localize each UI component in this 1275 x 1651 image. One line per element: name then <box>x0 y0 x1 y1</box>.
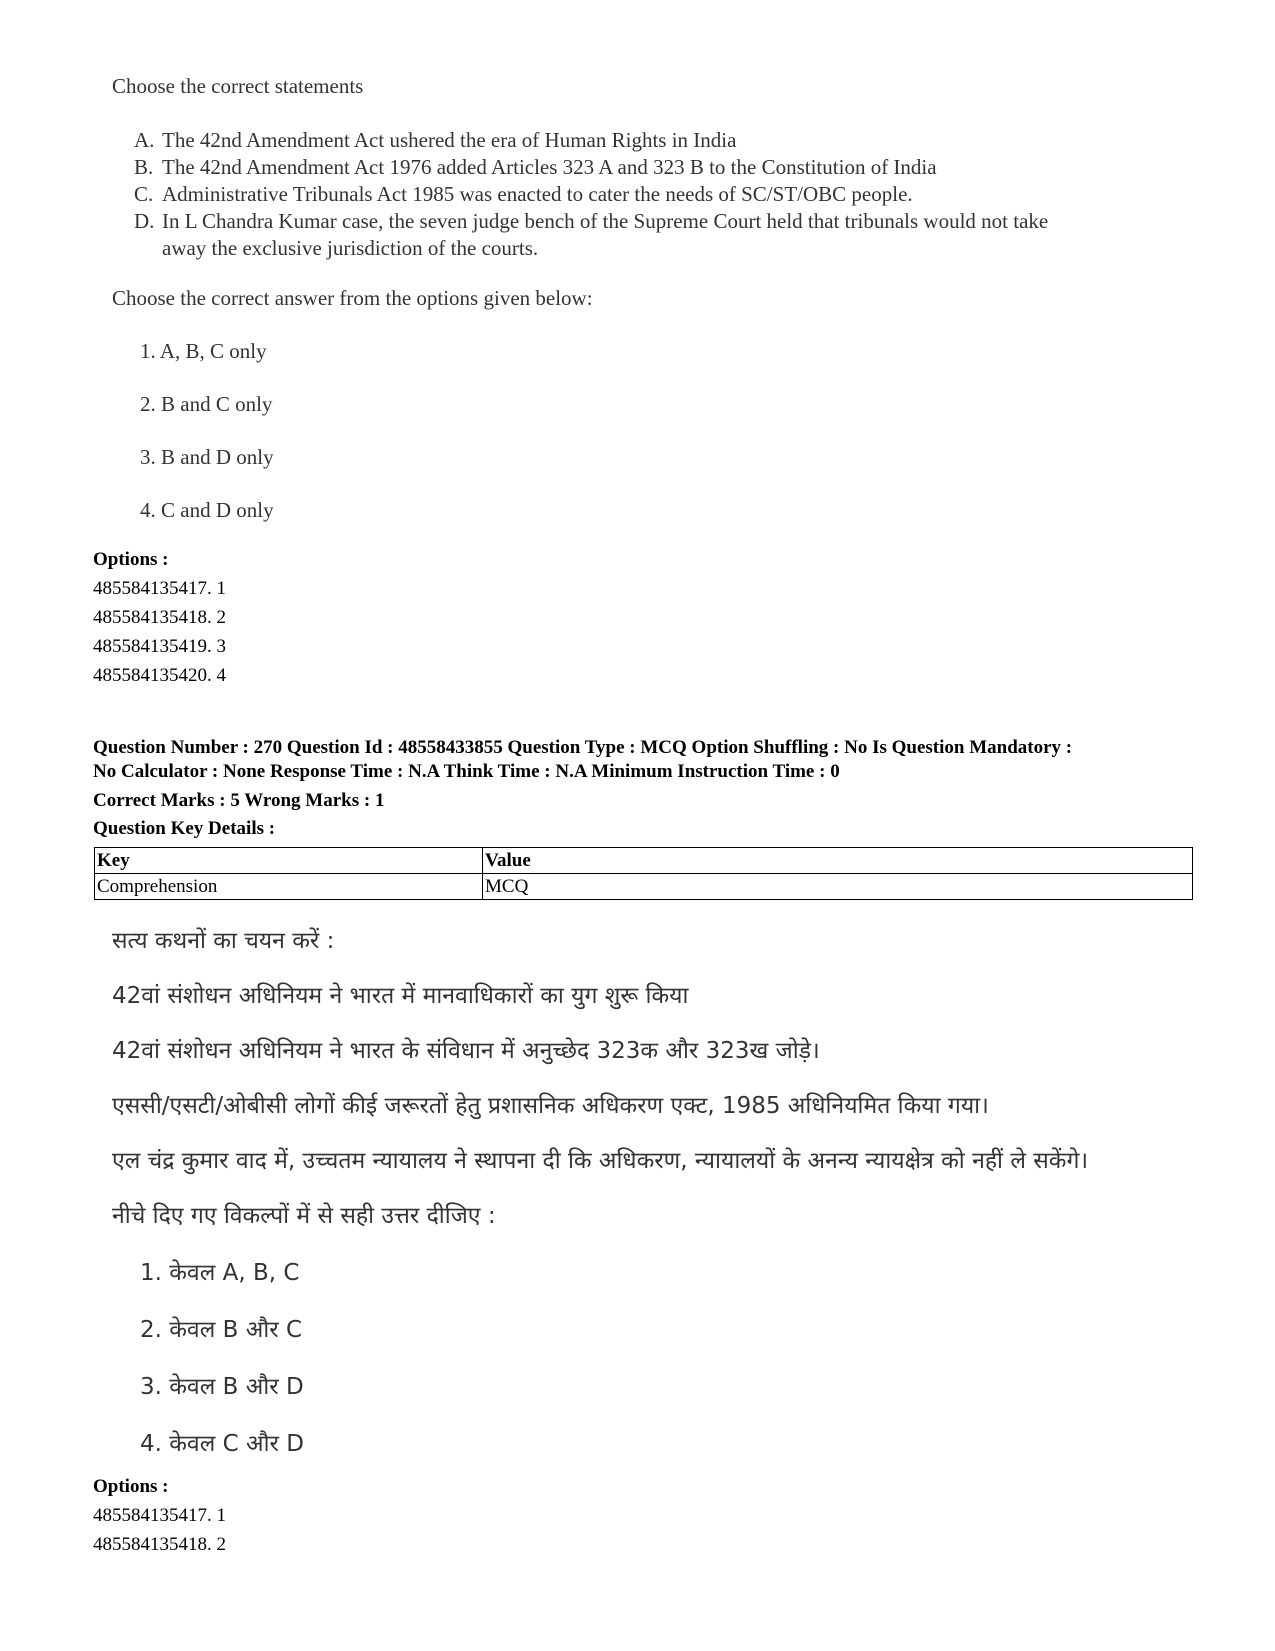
question-intro: Choose the correct statements <box>112 74 364 98</box>
table-header-value: Value <box>483 848 1193 874</box>
question-marks: Correct Marks : 5 Wrong Marks : 1 <box>93 790 385 811</box>
option-item: 485584135417. 1 <box>93 1505 226 1526</box>
hindi-answer-choice: 4. केवल C और D <box>140 1431 304 1457</box>
hindi-answer-choice: 3. केवल B और D <box>140 1374 304 1400</box>
statement-text-continued: away the exclusive jurisdiction of the courts. <box>162 236 539 260</box>
question-meta-line1: Question Number : 270 Question Id : 48558433855 Question Type : MCQ Option Shuffling : No Is Question Mandatory : <box>93 737 1073 758</box>
option-item: 485584135418. 2 <box>93 607 226 628</box>
key-details-table <box>94 847 1193 900</box>
table-cell-key: Comprehension <box>95 874 483 900</box>
answer-choice: 3. B and D only <box>140 445 274 469</box>
option-item: 485584135417. 1 <box>93 578 226 599</box>
statement-text: The 42nd Amendment Act ushered the era of Human Rights in India <box>162 128 737 152</box>
hindi-statement: एल चंद्र कुमार वाद में, उच्चतम न्यायालय ने स्थापना दी कि अधिकरण, न्यायालयों के अनन्य न्यायक्षेत्र को नहीं ले सकेंगे। <box>112 1148 1089 1174</box>
options-label: Options : <box>93 549 169 570</box>
option-item: 485584135419. 3 <box>93 636 226 657</box>
statement-letter: C. <box>134 182 154 206</box>
hindi-statement: 42वां संशोधन अधिनियम ने भारत के संविधान में अनुच्छेद 323क और 323ख जोड़े। <box>112 1038 820 1064</box>
answer-choice: 1. A, B, C only <box>140 339 267 363</box>
hindi-answer-prompt: नीचे दिए गए विकल्पों में से सही उत्तर दीजिए : <box>112 1203 496 1229</box>
question-meta-line2: No Calculator : None Response Time : N.A Think Time : N.A Minimum Instruction Time : 0 <box>93 761 840 782</box>
hindi-statement: एससी/एसटी/ओबीसी लोगों कीई जरूरतों हेतु प्रशासनिक अधिकरण एक्ट, 1985 अधिनियमित किया गया। <box>112 1093 989 1119</box>
answer-choice: 2. B and C only <box>140 392 273 416</box>
statement-letter: A. <box>134 128 155 152</box>
option-item: 485584135418. 2 <box>93 1534 226 1555</box>
question-key-details-label: Question Key Details : <box>93 818 276 839</box>
hindi-answer-choice: 2. केवल B और C <box>140 1317 303 1343</box>
statement-letter: B. <box>134 155 154 179</box>
table-header-row <box>95 848 1193 874</box>
table-row <box>95 874 1193 900</box>
answer-choice: 4. C and D only <box>140 498 274 522</box>
options-label: Options : <box>93 1476 169 1497</box>
option-item: 485584135420. 4 <box>93 665 226 686</box>
answer-prompt: Choose the correct answer from the options given below: <box>112 286 593 310</box>
table-cell-value: MCQ <box>483 874 1193 900</box>
hindi-statement: 42वां संशोधन अधिनियम ने भारत में मानवाधिकारों का युग शुरू किया <box>112 983 689 1009</box>
table-header-key: Key <box>95 848 483 874</box>
statement-text: In L Chandra Kumar case, the seven judge bench of the Supreme Court held that tribunals would not take <box>162 209 1049 233</box>
statement-text: Administrative Tribunals Act 1985 was enacted to cater the needs of SC/ST/OBC people. <box>162 182 913 206</box>
statement-letter: D. <box>134 209 155 233</box>
hindi-answer-choice: 1. केवल A, B, C <box>140 1260 300 1286</box>
statement-text: The 42nd Amendment Act 1976 added Articles 323 A and 323 B to the Constitution of India <box>162 155 937 179</box>
hindi-question-intro: सत्य कथनों का चयन करें : <box>112 928 335 954</box>
